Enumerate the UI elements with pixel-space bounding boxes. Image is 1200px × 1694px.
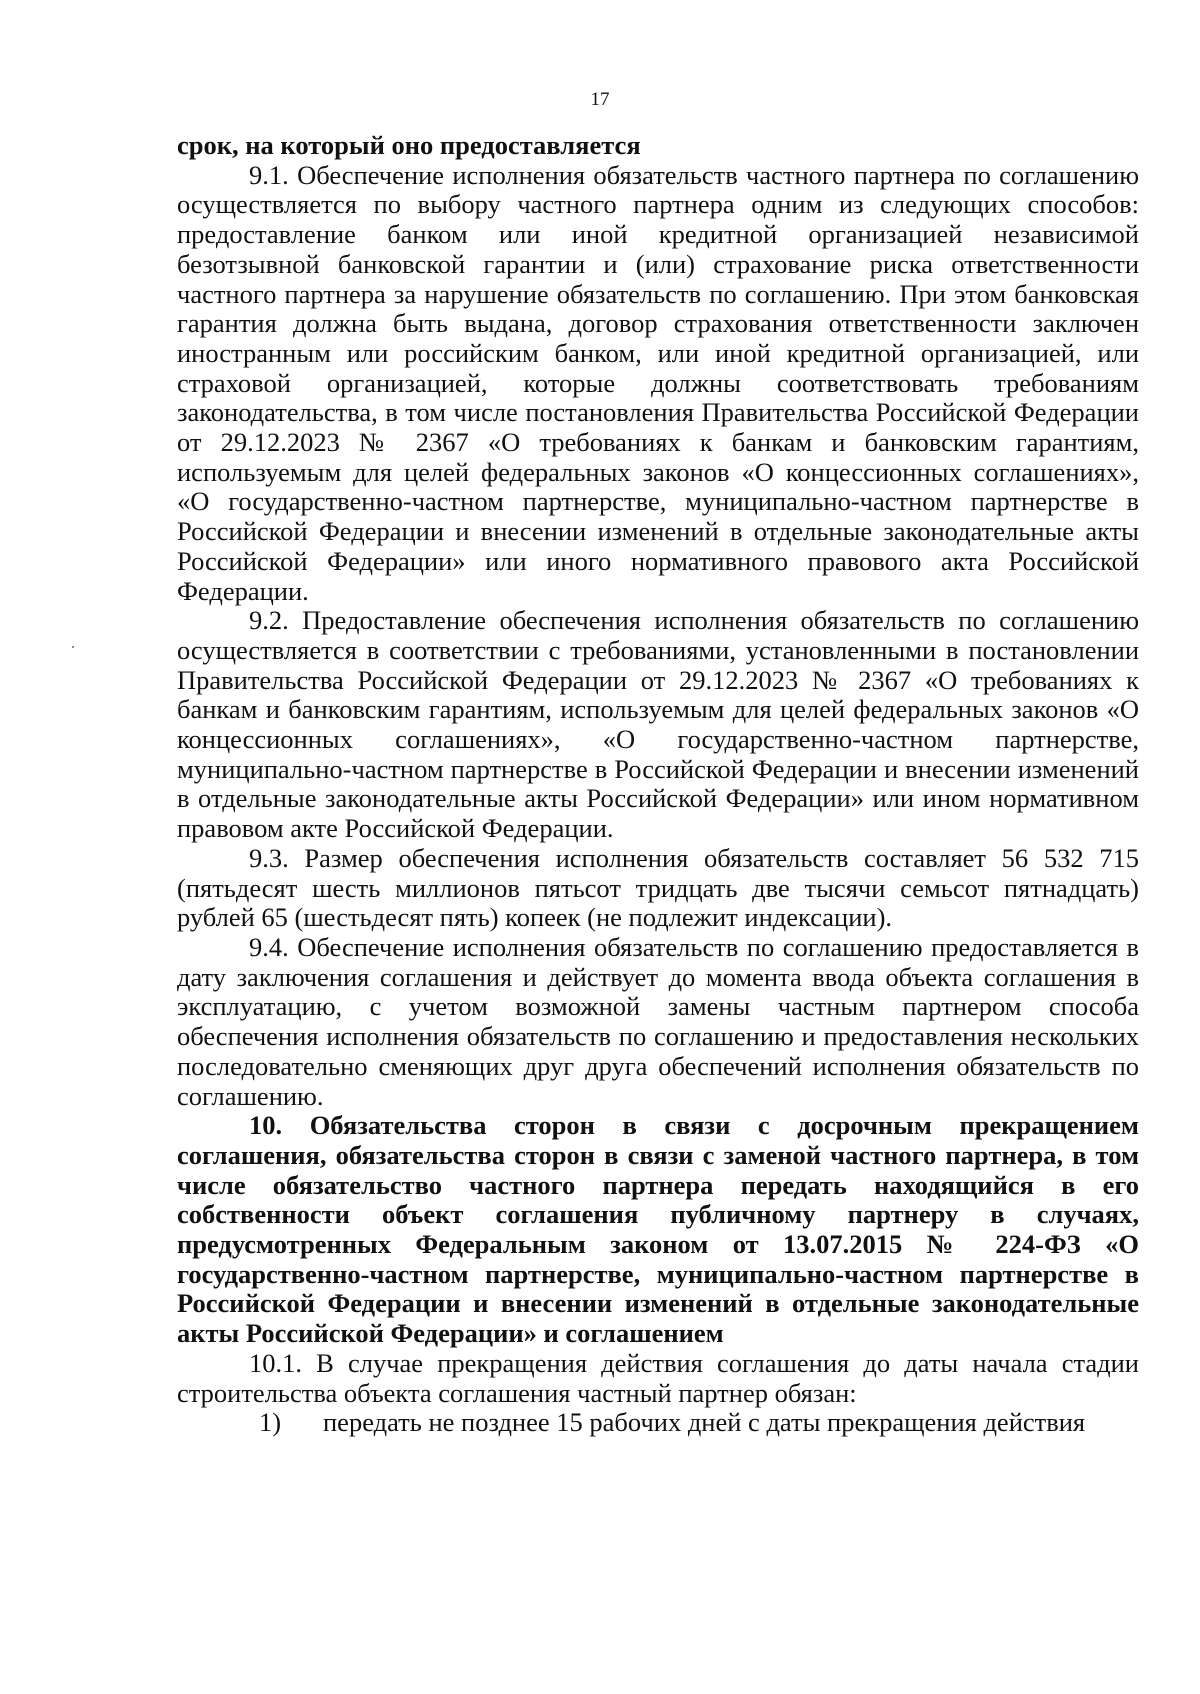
paragraph-9-4: 9.4. Обеспечение исполнения обязательств по соглашению предоставляется в дату заключения соглашения и действует до момента ввода объекта соглашения в эксплуатацию, с учетом возможной замены частным партнером способа обеспечения исполнения обязательств по соглашению и предоставления нескольких последовательно сменяющих друг друга обеспечений исполнения обязательств по соглашению. bbox=[177, 931, 1139, 1111]
paragraph-10-1: 10.1. В случае прекращения действия соглашения до даты начала стадии строительства объекта соглашения частный партнер обязан: bbox=[177, 1347, 1139, 1408]
list-item-marker: 1) bbox=[259, 1407, 282, 1438]
paragraph-9-3: 9.3. Размер обеспечения исполнения обязательств составляет 56 532 715 (пятьдесят шесть миллионов пятьсот тридцать две тысячи семьсот пятнадцать) рублей 65 (шестьдесят пять) копеек (не подлежит индексации). bbox=[177, 842, 1139, 933]
list-item-text: передать не позднее 15 рабочих дней с даты прекращения действия bbox=[323, 1407, 1086, 1438]
paragraph-9-1: 9.1. Обеспечение исполнения обязательств частного партнера по соглашению осуществляется по выбору частного партнера одним из следующих способов: предоставление банком или иной кредитной организацией независимой безотзывной банковской гарантии и (или) страхование риска ответственности частного партнера за нарушение обязательств по соглашению. При этом банковская гарантия должна быть выдана, договор страхования ответственности заключен иностранным или российским банком, или иной кредитной организацией, или страховой организацией, которые должны соответствовать требованиям законодательства, в том числе постановления Правительства Российской Федерации от 29.12.2023 № 2367 «О требованиях к банкам и банковским гарантиям, используемым для целей федеральных законов «О концессионных соглашениях», «О государственно-частном партнерстве, муниципально-частном партнерстве в Российской Федерации и внесении изменений в отдельные законодательные акты Российской Федерации» или иного нормативного правового акта Российской Федерации. bbox=[177, 159, 1139, 606]
paragraph-9-2: 9.2. Предоставление обеспечения исполнения обязательств по соглашению осуществляется в соответствии с требованиями, установленными в постановлении Правительства Российской Федерации от 29.12.2023 № 2367 «О требованиях к банкам и банковским гарантиям, используемым для целей федеральных законов «О концессионных соглашениях», «О государственно-частном партнерстве, муниципально-частном партнерстве в Российской Федерации и внесении изменений в отдельные законодательные акты Российской Федерации» или ином нормативном правовом акте Российской Федерации. bbox=[177, 605, 1139, 844]
section-10-heading: 10. Обязательства сторон в связи с досрочным прекращением соглашения, обязательства сторон в связи с заменой частного партнера, в том числе обязательство частного партнера передать находящийся в его собственности объект соглашения публичному партнеру в случаях, предусмотренных Федеральным законом от 13.07.2015 № 224-ФЗ «О государственно-частном партнерстве, муниципально-частном партнерстве в Российской Федерации и внесении изменений в отдельные законодательные акты Российской Федерации» и соглашением bbox=[177, 1110, 1139, 1349]
heading-continuation: срок, на который оно предоставляется bbox=[177, 130, 641, 160]
page-number: 17 bbox=[590, 89, 610, 110]
list-item bbox=[177, 1408, 1139, 1438]
margin-speck bbox=[72, 646, 74, 648]
document-body bbox=[177, 131, 1139, 1438]
